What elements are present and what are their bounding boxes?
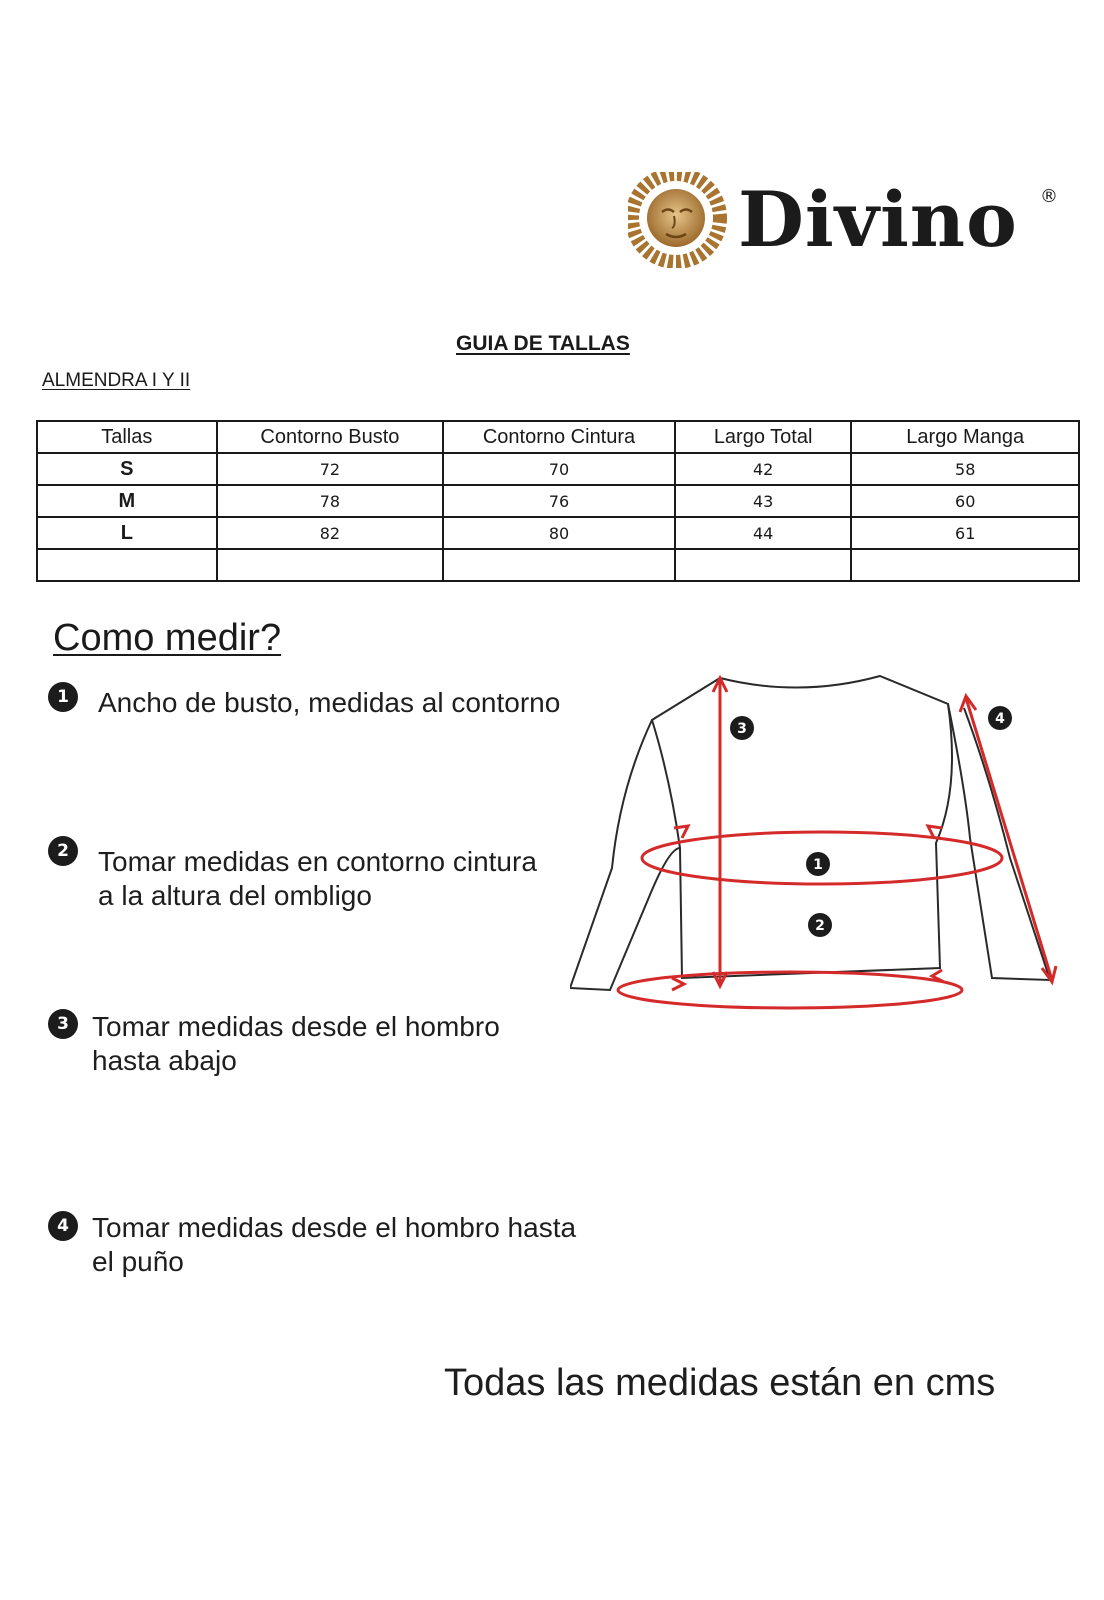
step-4-line: Tomar medidas desde el hombro hasta (92, 1212, 577, 1243)
header-waist: Contorno Cintura (443, 421, 675, 453)
waist-cell: 80 (443, 517, 675, 549)
size-cell: S (37, 453, 217, 485)
diagram-markers (730, 706, 1012, 937)
header-sleeve-length: Largo Manga (851, 421, 1079, 453)
step-3-line: hasta abajo (92, 1045, 237, 1076)
marker-4-label: 4 (995, 711, 1005, 727)
sun-face-emblem (628, 172, 728, 268)
step-2-line: a la altura del ombligo (98, 880, 372, 911)
sleeve-line (966, 698, 1052, 980)
units-note: Todas las medidas están en cms (444, 1362, 996, 1404)
sleeve-length-cell (851, 549, 1079, 581)
waist-arrow-left (672, 978, 684, 990)
bust-cell: 78 (217, 485, 444, 517)
step-4-text (92, 1211, 576, 1279)
header-bust: Contorno Busto (217, 421, 444, 453)
header-total-length: Largo Total (675, 421, 852, 453)
sleeve-length-cell: 58 (851, 453, 1079, 485)
header-size: Tallas (37, 421, 217, 453)
table-header-row (37, 421, 1079, 453)
total-length-cell: 44 (675, 517, 852, 549)
bust-cell (217, 549, 444, 581)
size-cell: M (37, 485, 217, 517)
total-length-cell (675, 549, 852, 581)
total-length-cell: 42 (675, 453, 852, 485)
table-row (37, 485, 1079, 517)
table-row (37, 453, 1079, 485)
bust-arrow-left (674, 826, 688, 838)
registered-mark: ® (1040, 186, 1058, 207)
model-label: ALMENDRA I Y II (42, 370, 191, 391)
step-1-text (98, 686, 560, 720)
garment-diagram (570, 668, 1070, 1018)
waist-cell: 70 (443, 453, 675, 485)
measure-lines (618, 678, 1056, 1008)
brand-name: Divino (738, 175, 1018, 264)
step-4-badge: 4 (48, 1211, 78, 1241)
waist-ellipse (618, 972, 962, 1008)
sleeve-length-cell: 60 (851, 485, 1079, 517)
table-row (37, 517, 1079, 549)
waist-cell: 76 (443, 485, 675, 517)
size-cell: L (37, 517, 217, 549)
step-3-text (92, 1010, 500, 1078)
total-length-cell: 43 (675, 485, 852, 517)
bust-cell: 72 (217, 453, 444, 485)
table-row-empty (37, 549, 1079, 581)
step-2-text (98, 845, 537, 913)
marker-3-label: 3 (737, 721, 747, 737)
step-3-badge: 3 (48, 1009, 78, 1039)
brand-logo (628, 172, 1068, 268)
how-to-title: Como medir? (53, 617, 282, 659)
garment-outline (652, 676, 952, 978)
step-3-line: Tomar medidas desde el hombro (92, 1011, 500, 1042)
step-2-line: Tomar medidas en contorno cintura (98, 846, 537, 877)
size-cell (37, 549, 217, 581)
waist-cell (443, 549, 675, 581)
step-2-badge: 2 (48, 836, 78, 866)
size-table (36, 420, 1080, 582)
step-4-line: el puño (92, 1246, 184, 1277)
sleeve-length-cell: 61 (851, 517, 1079, 549)
marker-2-label: 2 (815, 918, 825, 934)
page-title: GUIA DE TALLAS (456, 332, 630, 355)
step-1-badge: 1 (48, 682, 78, 712)
marker-1-label: 1 (813, 857, 823, 873)
bust-cell: 82 (217, 517, 444, 549)
step-1-line: Ancho de busto, medidas al contorno (98, 687, 561, 718)
